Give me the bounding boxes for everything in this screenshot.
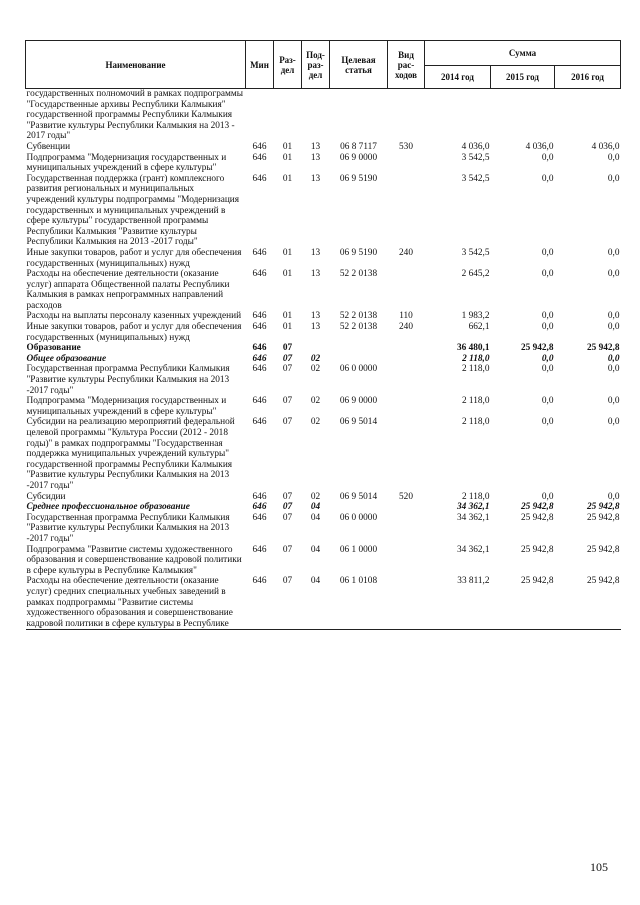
row-sum-2014: 3 542,5 <box>461 152 490 163</box>
row-min: 646 <box>252 311 267 322</box>
row-name: Иные закупки товаров, работ и услуг для обеспечения государственных (муниципальных) нужд <box>26 247 242 269</box>
row-min: 646 <box>252 417 267 428</box>
row-min: 646 <box>252 173 267 184</box>
row-podrazdel: 13 <box>310 247 321 258</box>
row-min: 646 <box>252 502 267 513</box>
row-name: Расходы на выплаты персоналу казенных учреждений <box>26 311 242 322</box>
row-sum-2016: 0,0 <box>607 322 620 333</box>
row-vid <box>388 545 425 577</box>
row-sum-2015: 0,0 <box>541 364 554 375</box>
row-tselevaya: 06 1 0000 <box>339 544 378 555</box>
header-name: Наименование <box>26 41 246 89</box>
header-vid: Вид рас- ходов <box>388 41 425 89</box>
row-min: 646 <box>252 247 267 258</box>
row-sum-2015: 4 036,0 <box>525 141 554 152</box>
table-row <box>26 311 621 322</box>
row-sum-2015: 25 942,8 <box>520 512 554 523</box>
row-sum-2014: 2 118,0 <box>461 417 490 428</box>
row-vid <box>388 502 425 513</box>
row-tselevaya: 52 2 0138 <box>339 322 378 333</box>
row-razdel: 07 <box>282 544 293 555</box>
header-min: Мин <box>246 41 274 89</box>
row-sum-2016: 0,0 <box>607 173 620 184</box>
row-tselevaya: 06 9 0000 <box>339 152 378 163</box>
row-vid <box>388 364 425 396</box>
row-vid: 240 <box>399 247 413 258</box>
row-sum-2015: 0,0 <box>541 322 554 333</box>
row-name: Субвенции <box>26 141 71 152</box>
page-number: 105 <box>590 860 608 874</box>
row-podrazdel: 13 <box>310 311 321 322</box>
table-header <box>26 41 621 89</box>
row-sum-2016: 0,0 <box>607 353 620 364</box>
row-razdel: 07 <box>282 491 293 502</box>
row-sum-2016: 25 942,8 <box>555 576 621 629</box>
row-tselevaya: 06 1 0108 <box>330 576 388 629</box>
row-tselevaya: 06 0 0000 <box>339 364 378 375</box>
row-razdel: 07 <box>282 353 293 364</box>
row-name: Государственная программа Республики Калмыкия "Развитие культуры Республики Калмыкия на 2013 -2017 годы" <box>26 364 230 396</box>
row-tselevaya: 06 9 0000 <box>339 396 378 407</box>
row-podrazdel: 13 <box>310 269 321 280</box>
row-vid <box>388 417 425 491</box>
row-sum-2015 <box>491 89 555 142</box>
row-min: 646 <box>252 364 267 375</box>
budget-page <box>25 40 620 630</box>
table-row <box>26 174 621 248</box>
header-razdel: Раз- дел <box>274 41 302 89</box>
row-min: 646 <box>252 322 267 333</box>
row-sum-2015: 25 942,8 <box>520 544 554 555</box>
row-podrazdel: 04 <box>302 576 330 629</box>
row-sum-2016: 25 942,8 <box>586 544 620 555</box>
row-podrazdel: 13 <box>310 322 321 333</box>
row-tselevaya: 06 9 5190 <box>339 173 378 184</box>
row-razdel: 07 <box>282 396 293 407</box>
row-razdel: 01 <box>282 152 293 163</box>
row-razdel: 07 <box>282 343 293 354</box>
row-sum-2014: 34 362,1 <box>456 502 490 513</box>
row-sum-2015: 0,0 <box>541 311 554 322</box>
row-tselevaya: 06 8 7117 <box>340 141 377 152</box>
row-sum-2015: 25 942,8 <box>520 502 554 513</box>
row-sum-2015: 0,0 <box>541 491 554 502</box>
row-tselevaya: 06 9 5014 <box>339 417 378 428</box>
row-sum-2016 <box>555 89 621 142</box>
header-podrazdel: Под- раз- дел <box>302 41 330 89</box>
row-name: Субсидии <box>26 491 66 502</box>
row-sum-2016: 0,0 <box>607 417 620 428</box>
row-name: Иные закупки товаров, работ и услуг для обеспечения государственных (муниципальных) нужд <box>26 322 242 343</box>
row-vid <box>388 343 425 354</box>
row-tselevaya <box>330 343 388 354</box>
row-vid <box>388 513 425 545</box>
row-podrazdel: 13 <box>310 152 321 163</box>
row-name: Расходы на обеспечение деятельности (оказание услуг) средних специальных учебных заведений в рамках подпрограммы "Развитие системы художественного образования и совершенствование кадровой политики в сфере культуры в Республике <box>26 576 246 629</box>
row-vid <box>388 174 425 248</box>
row-razdel: 07 <box>282 364 293 375</box>
row-name: Среднее профессиональное образование <box>26 502 190 513</box>
row-tselevaya: 06 0 0000 <box>339 512 378 523</box>
row-tselevaya: 52 2 0138 <box>339 269 378 280</box>
row-podrazdel: 02 <box>310 491 321 502</box>
row-vid: 520 <box>399 491 413 502</box>
row-sum-2014: 2 645,2 <box>461 269 490 280</box>
row-sum-2015: 0,0 <box>541 269 554 280</box>
table-row <box>26 269 621 311</box>
table-row <box>26 354 621 365</box>
table-row <box>26 492 621 503</box>
row-name: Подпрограмма "Модернизация государственных и муниципальных учреждений в сфере культуры" <box>26 396 227 417</box>
row-razdel: 07 <box>282 417 293 428</box>
row-sum-2014: 34 362,1 <box>456 544 490 555</box>
table-row <box>26 89 621 142</box>
row-min: 646 <box>252 141 267 152</box>
table-row <box>26 248 621 269</box>
row-name: Расходы на обеспечение деятельности (оказание услуг) аппарата Общественной палаты Республики Калмыкия в рамках непрограммных направлений расходов <box>26 269 230 311</box>
row-razdel: 07 <box>282 502 293 513</box>
row-podrazdel <box>302 343 330 354</box>
row-name: Общее образование <box>26 353 107 364</box>
row-podrazdel: 02 <box>310 396 321 407</box>
row-name: Подпрограмма "Развитие системы художественного образования и совершенствование кадровой политики в сфере культуры в Республике Калмыкия" <box>26 544 242 576</box>
row-sum-2014: 36 480,1 <box>456 343 490 354</box>
row-tselevaya: 06 9 5190 <box>339 247 378 258</box>
row-min: 646 <box>252 544 267 555</box>
table-row <box>26 576 621 629</box>
row-tselevaya: 52 2 0138 <box>339 311 378 322</box>
row-sum-2014: 3 542,5 <box>461 173 490 184</box>
row-razdel: 01 <box>282 322 293 333</box>
row-vid <box>388 354 425 365</box>
header-2015: 2015 год <box>491 66 555 89</box>
row-sum-2015: 0,0 <box>541 417 554 428</box>
row-podrazdel: 02 <box>310 353 321 364</box>
row-tselevaya <box>330 502 388 513</box>
row-podrazdel: 13 <box>310 173 321 184</box>
row-sum-2016: 25 942,8 <box>586 512 620 523</box>
row-podrazdel: 02 <box>310 364 321 375</box>
row-sum-2015: 0,0 <box>541 152 554 163</box>
row-min: 646 <box>252 343 267 354</box>
row-razdel <box>274 89 302 142</box>
row-name: Образование <box>26 343 81 354</box>
row-name: Государственная программа Республики Калмыкия "Развитие культуры Республики Калмыкия на 2013 -2017 годы" <box>26 512 230 544</box>
row-vid <box>388 576 425 629</box>
row-vid: 530 <box>399 141 413 152</box>
table-row <box>26 545 621 577</box>
table-row <box>26 153 621 174</box>
row-sum-2015: 0,0 <box>541 353 554 364</box>
row-sum-2014: 2 118,0 <box>461 364 490 375</box>
row-name: государственных полномочий в рамках подпрограммы "Государственные архивы Республики Калмыкия" государственной программы Республики Калмыкия "Развитие культуры Республики Калмыкия на 2013 - 2017 годы" <box>26 89 243 142</box>
table-row <box>26 364 621 396</box>
row-min: 646 <box>252 353 267 364</box>
row-podrazdel <box>302 89 330 142</box>
row-sum-2016: 25 942,8 <box>586 502 620 513</box>
table-row <box>26 322 621 343</box>
row-vid <box>388 396 425 417</box>
row-podrazdel: 04 <box>310 502 321 513</box>
row-sum-2014: 4 036,0 <box>461 141 490 152</box>
row-tselevaya <box>330 354 388 365</box>
row-sum-2016: 0,0 <box>607 247 620 258</box>
row-sum-2015: 25 942,8 <box>520 343 554 354</box>
budget-table <box>25 40 621 630</box>
table-body <box>26 89 621 630</box>
row-tselevaya <box>330 89 388 142</box>
row-min <box>246 89 274 142</box>
row-razdel: 01 <box>282 173 293 184</box>
row-sum-2015: 0,0 <box>541 396 554 407</box>
row-sum-2016: 0,0 <box>607 152 620 163</box>
row-name: Государственная поддержка (грант) комплексного развития региональных и муниципальных учреждений культуры подпрограммы "Модернизация государственных и муниципальных учреждений в сфере культуры" государственной программы Республики Калмыкия "Развитие культуры Республики Калмыкия на 2013 -2017 годы" <box>26 173 240 248</box>
row-sum-2015: 25 942,8 <box>491 576 555 629</box>
header-2014: 2014 год <box>425 66 491 89</box>
row-sum-2015: 0,0 <box>541 247 554 258</box>
row-razdel: 07 <box>274 576 302 629</box>
row-razdel: 01 <box>282 141 293 152</box>
row-min: 646 <box>252 512 267 523</box>
row-sum-2016: 0,0 <box>607 491 620 502</box>
table-row <box>26 502 621 513</box>
table-row <box>26 396 621 417</box>
row-tselevaya: 06 9 5014 <box>339 491 378 502</box>
header-2016: 2016 год <box>555 66 621 89</box>
row-podrazdel: 04 <box>310 512 321 523</box>
row-sum-2016: 0,0 <box>607 311 620 322</box>
row-min: 646 <box>252 269 267 280</box>
row-sum-2014: 2 118,0 <box>461 396 490 407</box>
row-podrazdel: 02 <box>310 417 321 428</box>
row-sum-2014 <box>425 89 491 142</box>
row-sum-2016: 0,0 <box>607 269 620 280</box>
row-min: 646 <box>252 491 267 502</box>
row-vid <box>388 153 425 174</box>
row-name: Подпрограмма "Модернизация государственных и муниципальных учреждений в сфере культуры" <box>26 152 227 174</box>
table-row <box>26 513 621 545</box>
row-razdel: 01 <box>282 247 293 258</box>
table-row <box>26 142 621 153</box>
row-razdel: 01 <box>282 269 293 280</box>
row-sum-2014: 33 811,2 <box>425 576 491 629</box>
table-row <box>26 343 621 354</box>
row-name: Субсидии на реализацию мероприятий федеральной целевой программы "Культура России (2012 - 2018 годы)" в рамках подпрограммы "Государственная поддержка муниципальных учреждений культуры" государственной программы Республики Калмыкия "Развитие культуры Республики Калмыкия на 2013 -2017 годы" <box>26 417 235 491</box>
row-vid: 240 <box>399 322 413 333</box>
row-sum-2014: 2 118,0 <box>462 353 490 364</box>
header-tselevaya: Целевая статья <box>330 41 388 89</box>
row-vid: 110 <box>399 311 413 322</box>
row-sum-2016: 0,0 <box>607 396 620 407</box>
row-podrazdel: 04 <box>310 544 321 555</box>
row-sum-2014: 2 118,0 <box>461 491 490 502</box>
row-sum-2016: 0,0 <box>607 364 620 375</box>
row-razdel: 07 <box>282 512 293 523</box>
row-vid <box>388 89 425 142</box>
row-sum-2014: 1 983,2 <box>461 311 490 322</box>
row-sum-2016: 25 942,8 <box>586 343 620 354</box>
row-sum-2014: 3 542,5 <box>461 247 490 258</box>
row-podrazdel: 13 <box>310 141 321 152</box>
row-min: 646 <box>246 576 274 629</box>
row-sum-2014: 662,1 <box>468 322 490 333</box>
row-sum-2015: 0,0 <box>541 173 554 184</box>
row-vid <box>388 269 425 311</box>
row-sum-2016: 4 036,0 <box>591 141 620 152</box>
row-min: 646 <box>252 396 267 407</box>
table-row <box>26 417 621 491</box>
row-min: 646 <box>252 152 267 163</box>
header-summa: Сумма <box>425 41 621 66</box>
row-sum-2014: 34 362,1 <box>456 512 490 523</box>
row-razdel: 01 <box>282 311 293 322</box>
